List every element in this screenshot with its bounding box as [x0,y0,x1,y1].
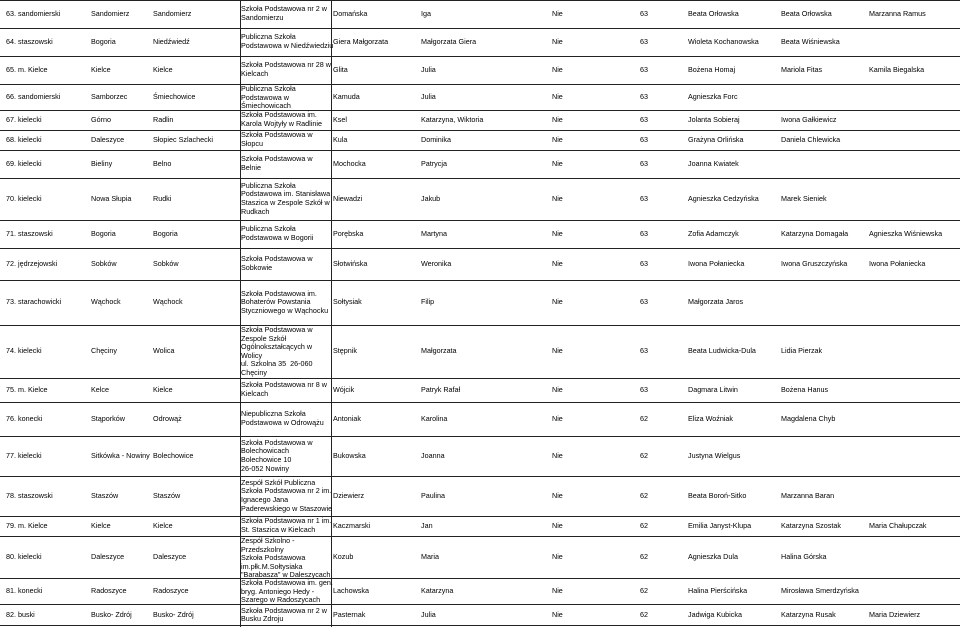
cell-surname: Mochocka [333,158,366,168]
cell-first-name: Katarzyna [421,585,454,595]
cell-teacher-1: Małgorzata Jaros [688,297,744,307]
cell-town: Busko- Zdrój [153,610,194,620]
cell-teacher-2: Halina Górska [781,551,827,561]
cell-score: 63 [640,297,648,307]
column-divider [331,604,332,627]
cell-region: 68. kielecki [6,134,42,144]
cell-town: Bogoria [153,228,178,238]
cell-town: Daleszyce [153,551,187,561]
cell-commune: Stąporków [91,413,125,423]
table-row [0,178,960,220]
cell-town: Staszów [153,490,181,500]
cell-flag: Nie [552,158,563,168]
table-row [0,536,960,578]
cell-surname: Bukowska [333,450,366,460]
cell-commune: Staszów [91,490,119,500]
cell-commune: Górno [91,114,111,124]
cell-town: Odrowąż [153,413,182,423]
table-row [0,402,960,436]
cell-town: Rudki [153,193,172,203]
cell-school: Szkoła Podstawowa w Bolechowicach Bolechowice 10 26-052 Nowiny [241,437,313,473]
cell-first-name: Julia [421,64,436,74]
cell-teacher-1: Dagmara Litwin [688,384,738,394]
column-divider [331,436,332,476]
cell-teacher-2: Iwona Gruszczyńska [781,258,848,268]
cell-teacher-2: Bożena Hanus [781,384,829,394]
cell-flag: Nie [552,36,563,46]
cell-first-name: Małgorzata Giera [421,36,477,46]
table-bottom-border [0,625,960,626]
cell-teacher-1: Eliza Woźniak [688,413,734,423]
table-row [0,0,960,28]
cell-school: Szkoła Podstawowa w Belnie [241,154,313,172]
cell-teacher-1: Jadwiga Kubicka [688,610,742,620]
cell-score: 62 [640,520,648,530]
cell-region: 81. konecki [6,585,43,595]
table-row [0,325,960,378]
cell-commune: Wąchock [91,297,121,307]
cell-commune: Bieliny [91,158,113,168]
cell-teacher-1: Jolanta Sobieraj [688,114,740,124]
column-divider [331,110,332,130]
table-row [0,476,960,516]
cell-first-name: Maria [421,551,439,561]
cell-surname: Sołtysiak [333,297,362,307]
cell-flag: Nie [552,297,563,307]
cell-region: 80. kielecki [6,551,42,561]
cell-school: Szkoła Podstawowa nr 28 w Kielcach [241,60,331,78]
column-divider [331,0,332,28]
cell-flag: Nie [552,490,563,500]
cell-flag: Nie [552,134,563,144]
cell-school: Szkoła Podstawowa im. Karola Wojtyły w Radlinie [241,110,322,128]
column-divider [331,325,332,378]
cell-commune: Samborzec [91,91,128,101]
cell-surname: Dziewierz [333,490,365,500]
cell-score: 63 [640,64,648,74]
cell-score: 63 [640,258,648,268]
cell-region: 82. buski [6,610,35,620]
cell-teacher-3: Iwona Połaniecka [869,258,926,268]
column-divider [331,378,332,402]
cell-score: 62 [640,413,648,423]
cell-score: 62 [640,490,648,500]
cell-surname: Antoniak [333,413,361,423]
cell-first-name: Julia [421,91,436,101]
column-divider [331,536,332,578]
cell-region: 63. sandomierski [6,8,61,18]
cell-flag: Nie [552,551,563,561]
column-divider [331,220,332,248]
cell-region: 73. starachowicki [6,297,62,307]
cell-region: 65. m. Kielce [6,64,48,74]
cell-surname: Kaczmarski [333,520,371,530]
cell-region: 76. konecki [6,413,43,423]
cell-teacher-2: Marzanna Baran [781,490,835,500]
cell-score: 62 [640,551,648,561]
cell-school: Niepubliczna Szkoła Podstawowa w Odrowążu [241,409,324,427]
cell-school: Zespół Szkół Publiczna Szkoła Podstawowa nr 2 im. Ignacego Jana Paderewskiego w Staszowie [241,477,333,513]
cell-score: 62 [640,610,648,620]
cell-teacher-2: Katarzyna Szostak [781,520,841,530]
cell-flag: Nie [552,258,563,268]
cell-score: 63 [640,158,648,168]
cell-region: 64. staszowski [6,36,53,46]
column-divider [331,280,332,325]
cell-score: 63 [640,346,648,356]
table-row [0,150,960,178]
cell-score: 62 [640,585,648,595]
cell-teacher-1: Joanna Kwiatek [688,158,739,168]
table-row [0,220,960,248]
cell-region: 72. jędrzejowski [6,258,58,268]
cell-first-name: Weronika [421,258,452,268]
cell-teacher-1: Wioleta Kochanowska [688,36,759,46]
cell-score: 63 [640,114,648,124]
cell-surname: Domańska [333,8,368,18]
cell-teacher-1: Iwona Połaniecka [688,258,745,268]
cell-surname: Glita [333,64,348,74]
cell-flag: Nie [552,520,563,530]
cell-commune: Bogoria [91,36,116,46]
cell-flag: Nie [552,193,563,203]
column-divider [331,56,332,84]
cell-surname: Słotwińska [333,258,368,268]
cell-region: 69. kielecki [6,158,42,168]
cell-teacher-2: Lidia Pierzak [781,346,823,356]
cell-town: Niedźwiedź [153,36,190,46]
column-divider [331,130,332,150]
cell-teacher-2: Beata Wiśniewska [781,36,840,46]
table-row [0,84,960,110]
cell-teacher-3: Agnieszka Wiśniewska [869,228,943,238]
cell-first-name: Julia [421,610,436,620]
cell-school: Szkoła Podstawowa nr 1 im. St. Staszica w Kielcach [241,516,332,534]
table-row [0,516,960,536]
cell-region: 75. m. Kielce [6,384,48,394]
cell-teacher-1: Agnieszka Cedzyńska [688,193,759,203]
cell-teacher-2: Iwona Gałkiewicz [781,114,837,124]
cell-surname: Kula [333,134,348,144]
cell-town: Sobków [153,258,179,268]
cell-commune: Sitkówka - Nowiny [91,450,150,460]
cell-score: 63 [640,36,648,46]
cell-first-name: Filip [421,297,435,307]
cell-flag: Nie [552,384,563,394]
cell-commune: Busko- Zdrój [91,610,132,620]
cell-flag: Nie [552,413,563,423]
cell-surname: Porębska [333,228,364,238]
table-row [0,378,960,402]
cell-score: 63 [640,91,648,101]
cell-first-name: Martyna [421,228,447,238]
cell-region: 70. kielecki [6,193,42,203]
cell-surname: Pasternak [333,610,366,620]
cell-score: 63 [640,228,648,238]
table-row [0,436,960,476]
cell-school: Zespół Szkolno - Przedszkolny Szkoła Podstawowa im.płk.M.Sołtysiaka "Barabasza" w Daleszycach [241,536,331,580]
cell-first-name: Katarzyna, Wiktoria [421,114,484,124]
row-divider [0,436,960,437]
cell-teacher-1: Justyna Wielgus [688,450,741,460]
cell-teacher-3: Maria Dziewierz [869,610,921,620]
cell-school: Szkoła Podstawowa im. Bohaterów Powstania Styczniowego w Wąchocku [241,288,329,315]
cell-town: Wąchock [153,297,183,307]
cell-school: Publiczna Szkoła Podstawowa w Śmiechowicach [241,84,296,111]
row-divider [0,402,960,403]
column-divider [331,150,332,178]
column-divider [331,84,332,110]
cell-first-name: Patryk Rafał [421,384,461,394]
cell-commune: Chęciny [91,346,117,356]
cell-town: Słopiec Szlachecki [153,134,213,144]
table-row [0,56,960,84]
row-divider [0,220,960,221]
row-divider [0,578,960,579]
cell-flag: Nie [552,8,563,18]
row-divider [0,280,960,281]
cell-teacher-2: Mirosława Smerdzyńska [781,585,859,595]
table-row [0,110,960,130]
cell-first-name: Jan [421,520,433,530]
row-divider [0,476,960,477]
cell-surname: Stępnik [333,346,357,356]
cell-first-name: Paulina [421,490,445,500]
cell-teacher-2: Marek Sieniek [781,193,827,203]
row-divider [0,516,960,517]
cell-commune: Daleszyce [91,551,125,561]
cell-commune: Kielce [91,64,111,74]
table-row [0,578,960,604]
cell-teacher-1: Beata Boroń-Sitko [688,490,747,500]
cell-teacher-1: Emilia Janyst-Klupa [688,520,752,530]
cell-first-name: Iga [421,8,431,18]
cell-teacher-1: Beata Ludwicka-Dula [688,346,756,356]
cell-first-name: Małgorzata [421,346,457,356]
cell-surname: Giera Małgorzata [333,36,389,46]
cell-school: Szkoła Podstawowa w Słopcu [241,130,313,148]
table-row [0,604,960,627]
cell-flag: Nie [552,585,563,595]
cell-town: Radlin [153,114,174,124]
cell-score: 62 [640,450,648,460]
cell-flag: Nie [552,114,563,124]
row-divider [0,56,960,57]
cell-region: 71. staszowski [6,228,53,238]
cell-teacher-3: Marzanna Ramus [869,8,926,18]
cell-flag: Nie [552,64,563,74]
cell-school: Szkoła Podstawowa nr 2 w Busku Zdroju [241,605,327,624]
cell-commune: Sobków [91,258,117,268]
cell-score: 63 [640,8,648,18]
cell-teacher-1: Agnieszka Dula [688,551,738,561]
cell-commune: Daleszyce [91,134,125,144]
cell-surname: Ksel [333,114,347,124]
table-row [0,28,960,56]
cell-town: Wolica [153,346,175,356]
cell-score: 63 [640,134,648,144]
cell-commune: Kielce [91,520,111,530]
cell-school: Publiczna Szkoła Podstawowa im. Stanisława Staszica w Zespole Szkół w Rudkach [241,180,331,216]
cell-first-name: Jakub [421,193,441,203]
row-divider [0,248,960,249]
row-divider [0,84,960,85]
table-row [0,280,960,325]
cell-school: Szkoła Podstawowa w Zespole Szkół Ogólnokształcących w Wolicy ul. Szkolna 35 26-060 Chęciny [241,325,313,377]
cell-surname: Kozub [333,551,354,561]
row-divider [0,604,960,605]
table-row [0,130,960,150]
cell-school: Szkoła Podstawowa w Sobkowie [241,254,313,272]
cell-commune: Bogoria [91,228,116,238]
row-divider [0,110,960,111]
cell-teacher-2: Daniela Chlewicka [781,134,841,144]
cell-commune: Sandomierz [91,8,130,18]
cell-region: 77. kielecki [6,450,42,460]
row-divider [0,28,960,29]
cell-commune: Nowa Słupia [91,193,132,203]
cell-teacher-1: Zofia Adamczyk [688,228,739,238]
cell-flag: Nie [552,450,563,460]
cell-commune: Kelce [91,384,109,394]
cell-school: Szkoła Podstawowa nr 2 w Sandomierzu [241,4,327,22]
cell-score: 63 [640,384,648,394]
cell-teacher-2: Magdalena Chyb [781,413,836,423]
cell-surname: Wójcik [333,384,355,394]
cell-teacher-1: Agnieszka Forc [688,91,738,101]
cell-town: Śmiechowice [153,91,196,101]
row-divider [0,130,960,131]
cell-town: Kielce [153,64,173,74]
cell-flag: Nie [552,346,563,356]
row-divider [0,150,960,151]
cell-first-name: Dominika [421,134,451,144]
cell-region: 66. sandomierski [6,91,61,101]
cell-school: Szkoła Podstawowa nr 8 w Kielcach [241,380,327,398]
cell-teacher-1: Grażyna Orlińska [688,134,744,144]
column-divider [331,248,332,280]
cell-town: Radoszyce [153,585,189,595]
cell-town: Kielce [153,384,173,394]
cell-flag: Nie [552,91,563,101]
cell-commune: Radoszyce [91,585,127,595]
cell-first-name: Joanna [421,450,445,460]
cell-town: Sandomierz [153,8,192,18]
cell-teacher-2: Beata Orłowska [781,8,832,18]
cell-first-name: Karolina [421,413,448,423]
column-divider [331,402,332,436]
cell-teacher-3: Maria Chałupczak [869,520,927,530]
table-row [0,248,960,280]
cell-surname: Lachowska [333,585,369,595]
cell-flag: Nie [552,228,563,238]
cell-region: 67. kielecki [6,114,42,124]
cell-school: Publiczna Szkoła Podstawowa w Niedźwiedziu [241,32,334,50]
cell-flag: Nie [552,610,563,620]
cell-teacher-2: Katarzyna Domagała [781,228,849,238]
row-divider [0,325,960,326]
cell-town: Bolechowice [153,450,194,460]
column-divider [331,178,332,220]
cell-town: Kielce [153,520,173,530]
cell-region: 78. staszowski [6,490,53,500]
cell-teacher-2: Katarzyna Rusak [781,610,836,620]
cell-teacher-2: Mariola Fitas [781,64,823,74]
cell-region: 74. kielecki [6,346,42,356]
cell-surname: Kamuda [333,91,360,101]
cell-score: 63 [640,193,648,203]
cell-town: Belno [153,158,172,168]
cell-teacher-1: Halina Pierścińska [688,585,748,595]
cell-teacher-3: Kamila Biegalska [869,64,925,74]
cell-surname: Niewadzi [333,193,363,203]
row-divider [0,0,960,1]
cell-region: 79. m. Kielce [6,520,48,530]
cell-teacher-1: Beata Orłowska [688,8,739,18]
cell-school: Publiczna Szkoła Podstawowa w Bogorii [241,224,314,242]
cell-school: Szkoła Podstawowa im. gen. bryg. Antoniego Hedy - Szarego w Radoszycach [241,578,333,605]
row-divider [0,536,960,537]
row-divider [0,378,960,379]
cell-teacher-1: Bożena Homaj [688,64,736,74]
row-divider [0,178,960,179]
cell-first-name: Patrycja [421,158,447,168]
